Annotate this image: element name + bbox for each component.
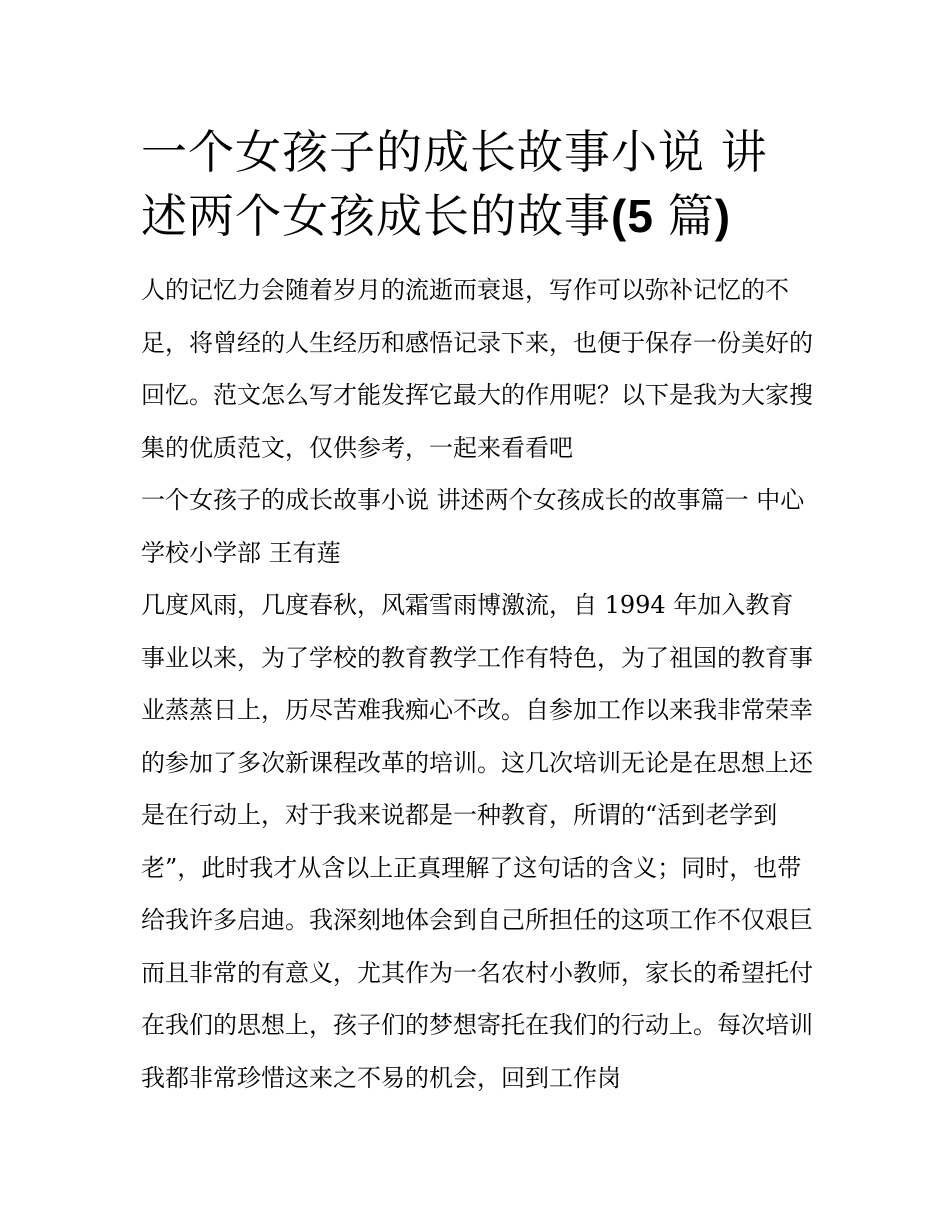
document-title — [141, 120, 813, 248]
title-count-open: (5 — [611, 190, 668, 242]
intro-paragraph: 人的记忆力会随着岁月的流逝而衰退，写作可以弥补记忆的不足，将曾经的人生经历和感悟记录下来，也便于保存一份美好的回忆。范文怎么写才能发挥它最大的作用呢？以下是我为大家搜集的优质范文，仅供参考，一起来看看吧 — [141, 276, 813, 462]
section-heading: 一个女孩子的成长故事小说 讲述两个女孩成长的故事篇一 中心学校小学部 王有莲 — [141, 486, 805, 567]
title-count-unit: 篇 — [667, 189, 715, 243]
title-count-close: ) — [714, 190, 732, 242]
title-line-2-text: 述两个女孩成长的故事 — [141, 189, 611, 243]
title-line-1: 一个女孩子的成长故事小说 讲 — [141, 125, 768, 179]
title-spacer — [141, 248, 813, 264]
body-paragraph: 几度风雨，几度春秋，风霜雪雨博激流，自 1994 年加入教育事业以来，为了学校的教育教学工作有特色，为了祖国的教育事业蒸蒸日上，历尽苦难我痴心不改。自参加工作以来我非常荣幸的参加了多次新课程改革的培训。这几次培训无论是在思想上还是在行动上，对于我来说都是一种教育，所谓的“活到老学到老”，此时我才从含以上正真理解了这句话的含义；同时，也带给我许多启迪。我深刻地体会到自己所担任的这项工作不仅艰巨而且非常的有意义，尤其作为一名农村小教师，家长的希望托付在我们的思想上，孩子们的梦想寄托在我们的行动上。每次培训我都非常珍惜这来之不易的机会，回到工作岗 — [141, 591, 813, 1092]
document-page — [141, 120, 813, 1104]
